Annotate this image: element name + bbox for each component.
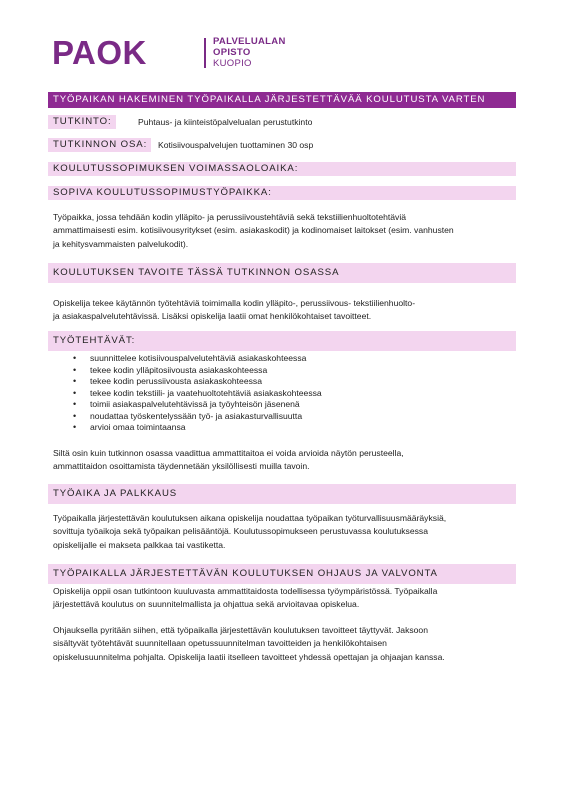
text-line: Opiskelija oppii osan tutkintoon kuuluvasta ammattitaidosta todellisessa työympäristössä. Työpaikalla bbox=[53, 586, 438, 596]
list-item: • arvioi omaa toimintaansa bbox=[73, 422, 322, 434]
list-item: • tekee kodin ylläpitosiivousta asiakaskohteessa bbox=[73, 365, 322, 377]
logo-line-1: PALVELUALAN bbox=[213, 36, 286, 47]
text-line: opiskelijalle ei makseta palkkaa tai vastiketta. bbox=[53, 539, 226, 550]
tyoaika-heading: TYÖAIKA JA PALKKAUS bbox=[48, 484, 516, 504]
text-line: Opiskelija tekee käytännön työtehtäviä toimimalla kodin ylläpito-, perussiivous- tekstiilienhuolto- bbox=[53, 298, 416, 308]
tutkinto-value: Puhtaus- ja kiinteistöpalvelualan perustutkinto bbox=[138, 117, 313, 127]
paok-logo bbox=[52, 34, 286, 71]
text-line: ammattitaidon osoittamista täydennetään yksilöllisesti muilla tavoin. bbox=[53, 461, 310, 472]
tyotehtavat-list bbox=[73, 353, 322, 434]
list-item: • tekee kodin perussiivousta asiakaskohteessa bbox=[73, 376, 322, 388]
list-item: • suunnittelee kotisiivouspalvelutehtäviä asiakaskohteessa bbox=[73, 353, 322, 365]
text-line: ja asiakaspalvelutehtävissä. Lisäksi opiskelija laatii omat henkilökohtaiset tavoitteet. bbox=[53, 311, 372, 322]
logo-line-3: KUOPIO bbox=[213, 58, 252, 69]
sopiva-tyopaikka-heading: SOPIVA KOULUTUSSOPIMUSTYÖPAIKKA: bbox=[48, 186, 516, 200]
list-item: • tekee kodin tekstiili- ja vaatehuoltotehtäviä asiakaskohteessa bbox=[73, 388, 322, 400]
tyoaika-text bbox=[53, 512, 523, 552]
tyotehtavat-text bbox=[53, 447, 523, 474]
list-item: • toimii asiakaspalvelutehtävissä ja työyhteisön jäsenenä bbox=[73, 399, 322, 411]
logo-line-2: OPISTO bbox=[213, 47, 251, 58]
tutkinnon-osa-value: Kotisiivouspalvelujen tuottaminen 30 osp bbox=[158, 140, 314, 150]
logo-wordmark: PAOK bbox=[52, 34, 147, 71]
text-line: ammattimaisesti esim. kotisiivousyritykset (esim. asiakaskodit) ja kodinomaiset laitokset (esim. vanhusten bbox=[53, 225, 454, 236]
text-line: Työpaikka, jossa tehdään kodin ylläpito- ja perussiivoustehtäviä sekä tekstiilienhuoltotehtäviä bbox=[53, 212, 407, 222]
tutkinto-label: TUTKINTO: bbox=[48, 115, 116, 129]
ohjaus-text-2 bbox=[53, 624, 523, 664]
tavoite-text bbox=[53, 297, 523, 324]
voimassaoloaika-heading: KOULUTUSSOPIMUKSEN VOIMASSAOLOAIKA: bbox=[48, 162, 516, 176]
text-line: Työpaikalla järjestettävän koulutuksen aikana opiskelija noudattaa työpaikan työturvallisuusmääräyksiä, bbox=[53, 513, 447, 523]
logo-divider bbox=[204, 38, 206, 68]
text-line: sisältyvät työtehtävät suunnitellaan opetussuunnitelman tavoitteiden ja henkilökohtaisen bbox=[53, 638, 387, 649]
text-line: sovittuja työaikoja sekä työpaikan pelisääntöjä. Koulutussopimukseen perustuvassa koulutuksessa bbox=[53, 526, 429, 537]
document-title: TYÖPAIKAN HAKEMINEN TYÖPAIKALLA JÄRJESTETTÄVÄÄ KOULUTUSTA VARTEN bbox=[48, 92, 516, 108]
text-line: ja kehitysvammaisten palvelukodit). bbox=[53, 238, 189, 249]
tyotehtavat-heading: TYÖTEHTÄVÄT: bbox=[48, 331, 516, 351]
text-line: Ohjauksella pyritään siihen, että työpaikalla järjestettävän koulutuksen tavoitteet täyttyvät. Jaksoon bbox=[53, 625, 428, 635]
tutkinnon-osa-label: TUTKINNON OSA: bbox=[48, 138, 151, 152]
ohjaus-heading: TYÖPAIKALLA JÄRJESTETTÄVÄN KOULUTUKSEN OHJAUS JA VALVONTA bbox=[48, 564, 516, 584]
text-line: Siltä osin kuin tutkinnon osassa vaadittua ammattitaitoa ei voida arvioida näytön perusteella, bbox=[53, 448, 404, 458]
tavoite-heading: KOULUTUKSEN TAVOITE TÄSSÄ TUTKINNON OSASSA bbox=[48, 263, 516, 283]
text-line: opiskelusuunnitelma pohjalta. Opiskelija laatii itselleen tavoitteet yhdessä opettajan ja ohjaajan kanssa. bbox=[53, 651, 445, 662]
text-line: järjestettävä koulutus on suunnitelmallista ja ohjattua sekä arvioitavaa opiskelua. bbox=[53, 599, 360, 610]
ohjaus-text-1 bbox=[53, 585, 523, 612]
sopiva-tyopaikka-text bbox=[53, 211, 523, 251]
list-item: • noudattaa työskentelyssään työ- ja asiakasturvallisuutta bbox=[73, 411, 322, 423]
